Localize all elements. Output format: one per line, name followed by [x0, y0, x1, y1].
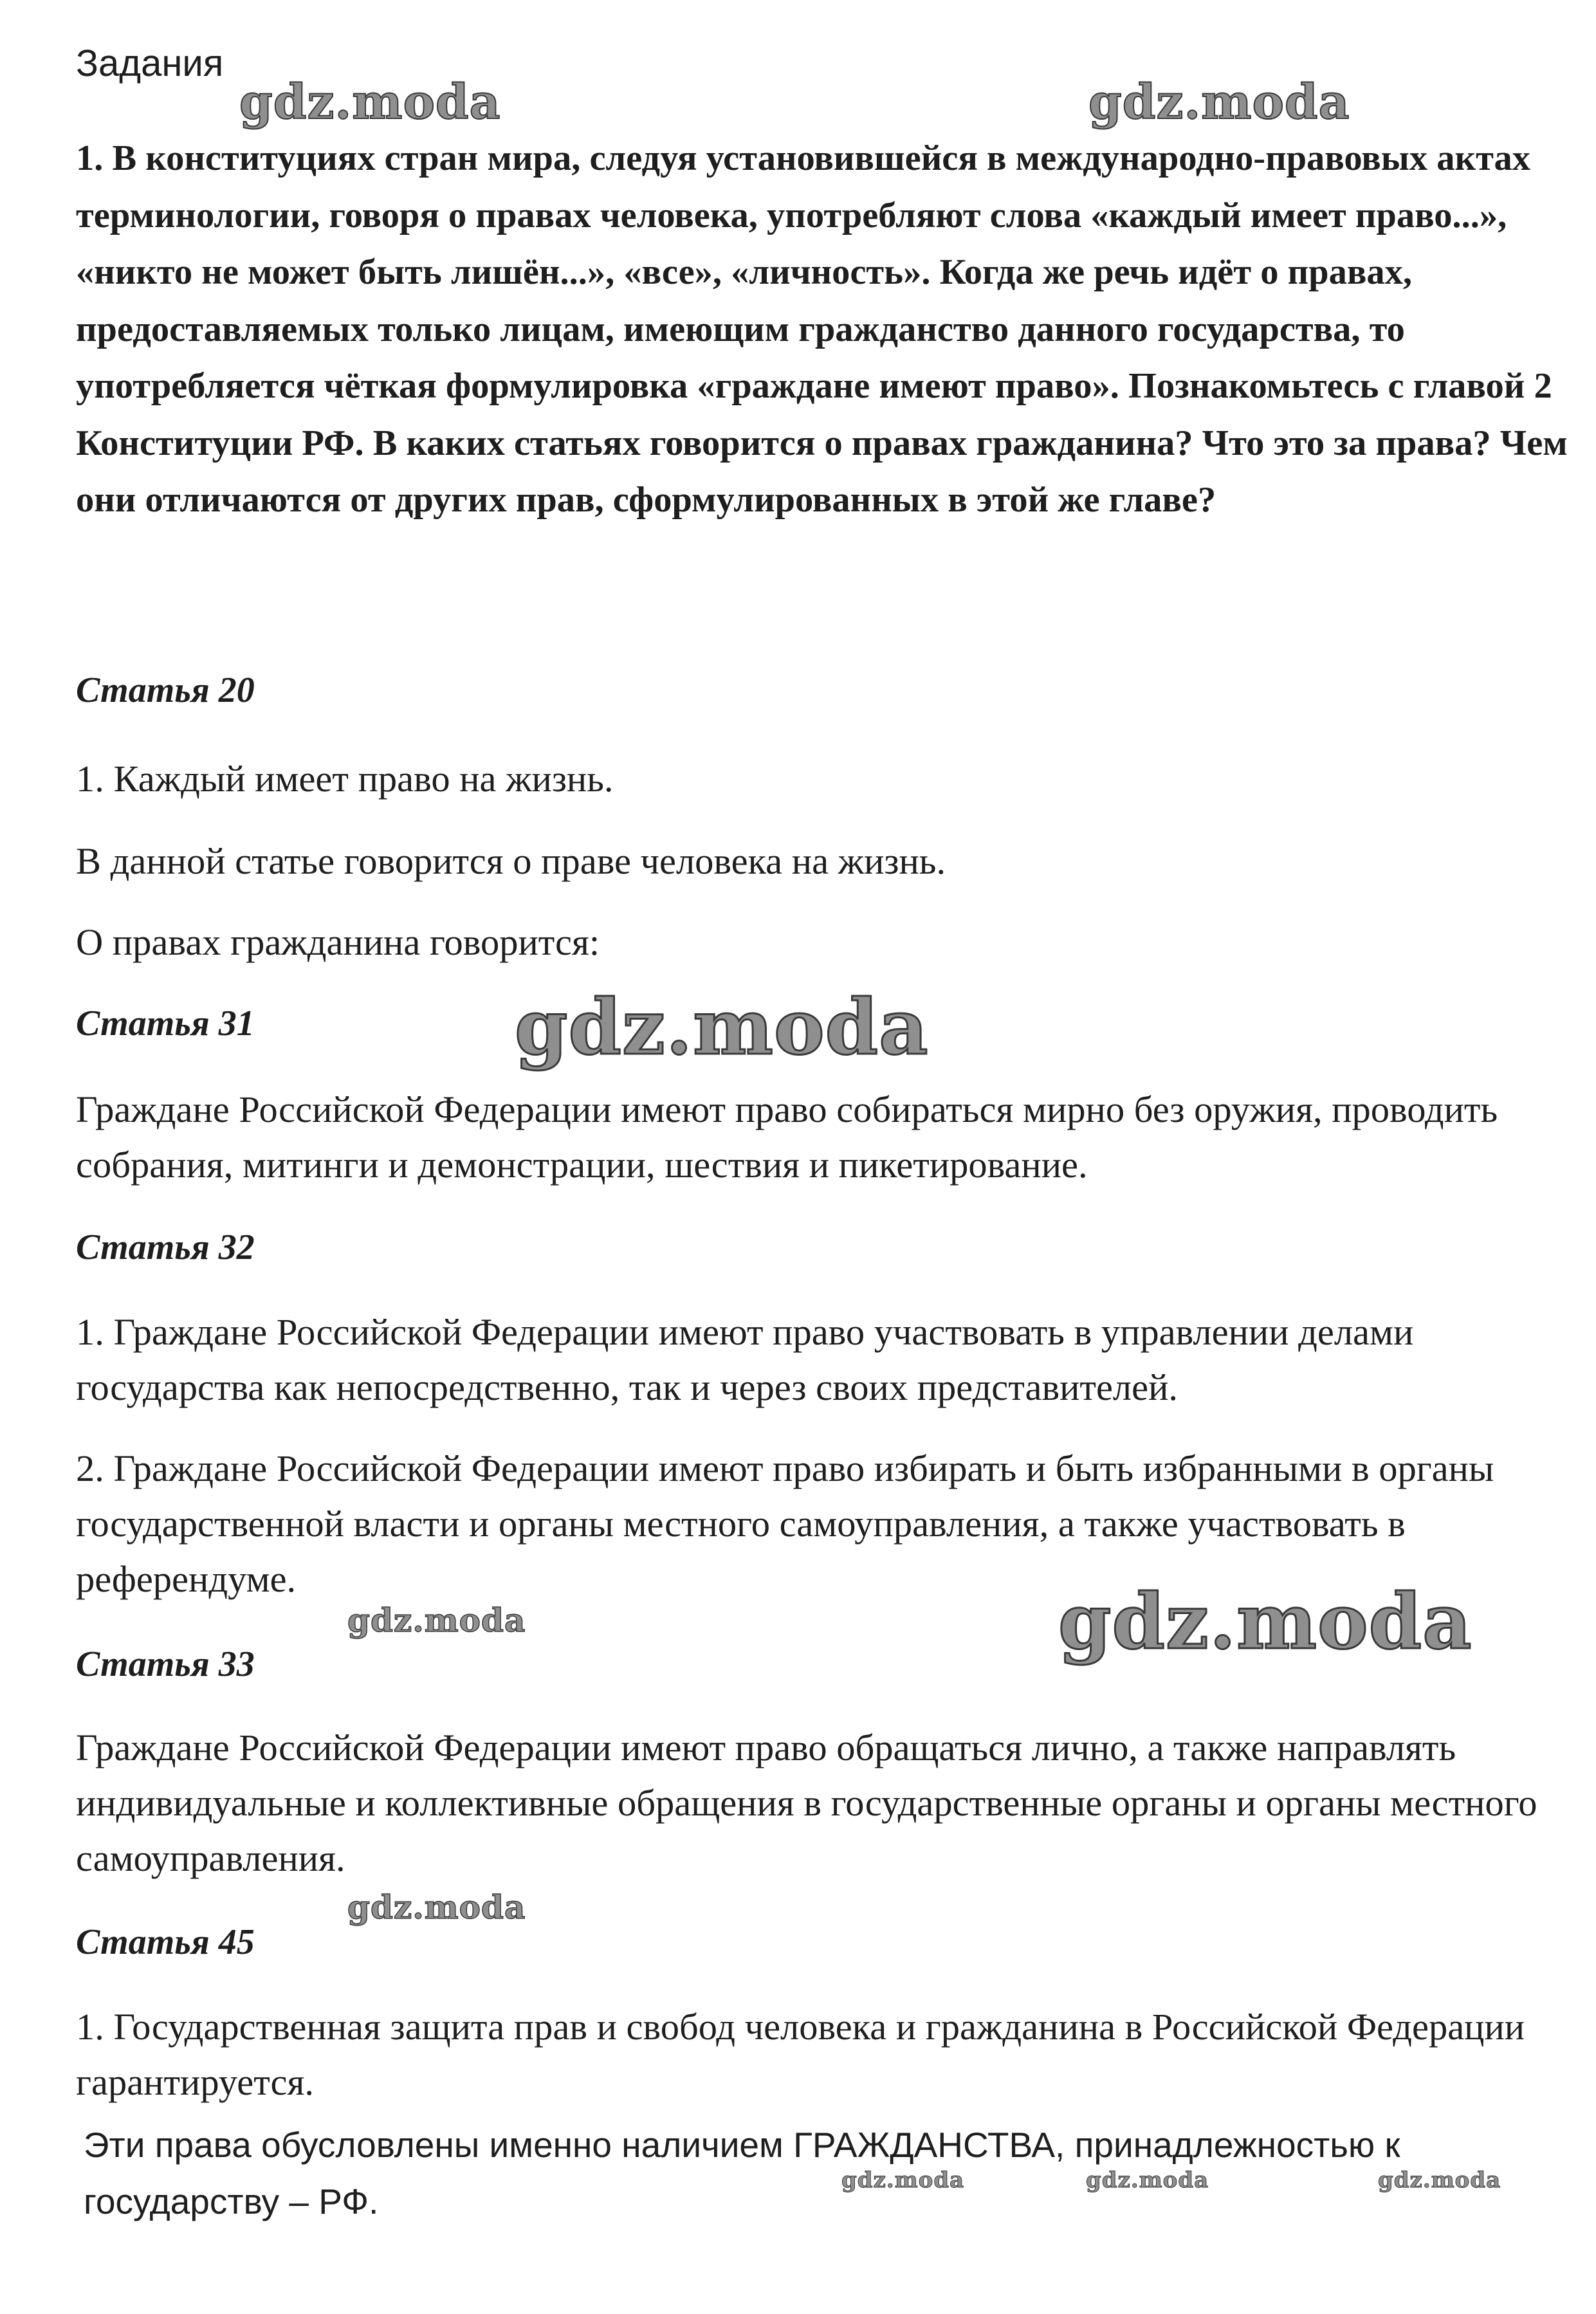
article-31-text: Граждане Российской Федерации имеют право собираться мирно без оружия, проводить собрания, митинги и демонстрации, шествия и пикетирование.: [76, 1088, 1498, 1186]
article-33-title: Статья 33: [76, 1644, 255, 1684]
task-question: 1. В конституциях стран мира, следуя установившейся в международно-правовых актах терминологии, говоря о правах человека, употребляют слова «каждый имеет право...», «никто не может быть лишён...», «все», «личность». Когда же речь идёт о правах, предоставляемых только лицам, имеющим гражданство данного государства, то употребляется чёткая формулировка «граждане имеют право». Познакомьтесь с главой 2 Конституции РФ. В каких статьях говорится о правах гражданина? Что это за права? Чем они отличаются от других прав, сформулированных в этой же главе?: [76, 138, 1568, 520]
article-31-title: Статья 31: [76, 1004, 255, 1043]
conclusion-text: Эти права обусловлены именно наличием ГРАЖДАНСТВА, принадлежностью к государству – РФ.: [84, 2125, 1400, 2221]
watermark: gdz.moda: [1058, 1577, 1472, 1666]
article-45-text: 1. Государственная защита прав и свобод человека и гражданина в Российской Федерации гарантируется.: [76, 2006, 1525, 2103]
article-32-title: Статья 32: [76, 1227, 255, 1267]
article-32-point-1: 1. Граждане Российской Федерации имеют право участвовать в управлении делами государства как непосредственно, так и через своих представителей.: [76, 1311, 1414, 1408]
article-45-title: Статья 45: [76, 1922, 255, 1962]
watermark: gdz.moda: [841, 2167, 965, 2193]
watermark: gdz.moda: [1378, 2167, 1501, 2193]
watermark: gdz.moda: [1086, 2167, 1209, 2193]
page-header: Задания: [76, 42, 224, 84]
article-20-text: 1. Каждый имеет право на жизнь.: [76, 758, 614, 800]
article-20-title: Статья 20: [76, 670, 255, 710]
article-33-text: Граждане Российской Федерации имеют право обращаться лично, а также направлять индивидуальные и коллективные обращения в государственные органы и органы местного самоуправления.: [76, 1727, 1537, 1879]
watermark: gdz.moda: [515, 982, 929, 1072]
citizen-rights-intro: О правах гражданина говорится:: [76, 921, 600, 963]
watermark: gdz.moda: [239, 75, 501, 130]
watermark: gdz.moda: [347, 1888, 526, 1926]
watermark: gdz.moda: [347, 1601, 526, 1639]
article-20-comment: В данной статье говорится о праве человека на жизнь.: [76, 840, 946, 882]
article-32-point-2: 2. Граждане Российской Федерации имеют право избирать и быть избранными в органы государственной власти и органы местного самоуправления, а также участвовать в референдуме.: [76, 1447, 1494, 1600]
watermark: gdz.moda: [1088, 75, 1350, 130]
